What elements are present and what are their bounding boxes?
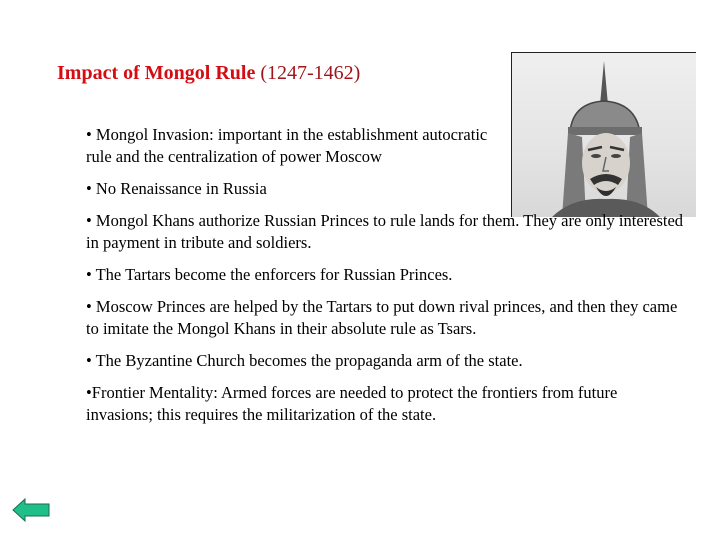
bullet-moscow-princes: • Moscow Princes are helped by the Tartars to put down rival princes, and then they came to imitate the Mongol Khans in their absolute rule as Tsars. — [86, 297, 678, 338]
back-button[interactable] — [12, 498, 50, 522]
bullet-list — [86, 124, 686, 436]
bullet-mongol-invasion: • Mongol Invasion: important in the establishment autocratic rule and the centralization of power Moscow — [86, 125, 488, 166]
bullet-byzantine-church: • The Byzantine Church becomes the propaganda arm of the state. — [86, 351, 523, 370]
left-arrow-icon — [12, 498, 50, 522]
bullet-no-renaissance: • No Renaissance in Russia — [86, 179, 267, 198]
bullet-tartars-enforcers: • The Tartars become the enforcers for Russian Princes. — [86, 265, 453, 284]
title-dates: (1247-1462) — [255, 62, 361, 84]
title-main: Impact of Mongol Rule — [57, 62, 256, 84]
bullet-frontier-mentality: •Frontier Mentality: Armed forces are needed to protect the frontiers from future invasions; this requires the militarization of the state. — [86, 383, 618, 424]
bullet-khans-authorize: • Mongol Khans authorize Russian Princes to rule lands for them. They are only interested in payment in tribute and soldiers. — [86, 211, 684, 252]
slide-title — [57, 62, 360, 85]
